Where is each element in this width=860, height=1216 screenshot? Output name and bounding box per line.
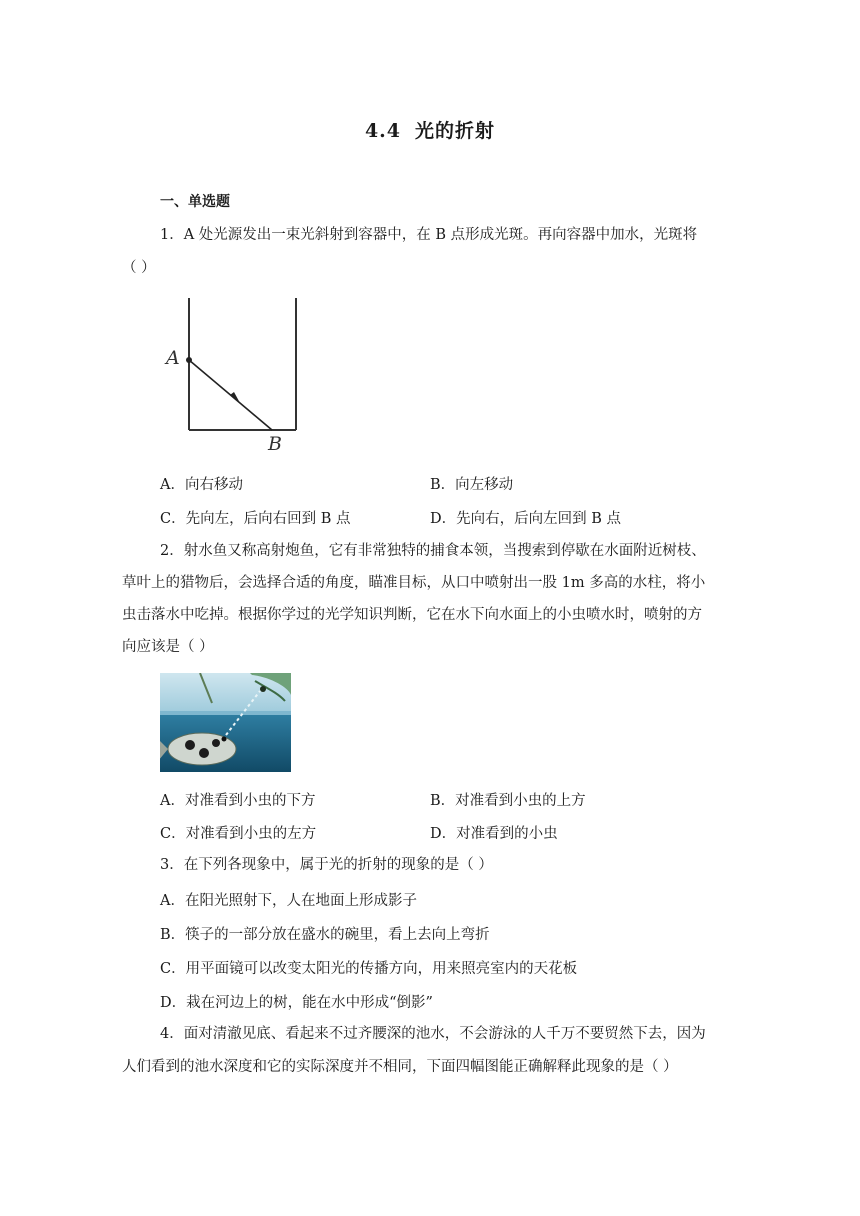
q2-option-b[interactable]: B．对准看到小虫的上方	[430, 793, 586, 809]
section-heading: 一、单选题	[160, 194, 230, 210]
q1-line1: 1．A 处光源发出一束光斜射到容器中，在 B 点形成光斑。再向容器中加水，光斑将	[160, 227, 698, 243]
q2-line3: 虫击落水中吃掉。根据你学过的光学知识判断，它在水下向水面上的小虫喷水时，喷射的方	[122, 607, 702, 623]
q3-option-b[interactable]: B．筷子的一部分放在盛水的碗里，看上去向上弯折	[160, 927, 490, 943]
q1-label-a: A	[166, 347, 180, 369]
q2-line4: 向应该是（ ）	[122, 639, 214, 655]
q2-line1: 2．射水鱼又称高射炮鱼，它有非常独特的捕食本领，当搜索到停歇在水面附近树枝、	[160, 543, 706, 559]
q1-option-c[interactable]: C．先向左，后向右回到 B 点	[160, 511, 351, 527]
page-title	[0, 116, 860, 143]
q3-option-a[interactable]: A．在阳光照射下，人在地面上形成影子	[160, 893, 417, 909]
q3-option-c[interactable]: C．用平面镜可以改变太阳光的传播方向，用来照亮室内的天花板	[160, 961, 578, 977]
q3-line1: 3．在下列各现象中，属于光的折射的现象的是（ ）	[160, 857, 493, 873]
q1-container-diagram	[160, 294, 310, 459]
q1-option-a[interactable]: A．向右移动	[160, 477, 243, 493]
q1-line2: （ ）	[122, 260, 156, 276]
q2-option-c[interactable]: C．对准看到小虫的左方	[160, 826, 317, 842]
q2-option-d[interactable]: D．对准看到的小虫	[430, 826, 558, 842]
q1-label-b: B	[268, 433, 282, 455]
q1-option-d[interactable]: D．先向右，后向左回到 B 点	[430, 511, 621, 527]
archerfish-photo	[160, 673, 291, 772]
q2-option-a[interactable]: A．对准看到小虫的下方	[160, 793, 316, 809]
q2-line2: 草叶上的猎物后，会选择合适的角度，瞄准目标，从口中喷射出一股 1m 多高的水柱，将小	[122, 575, 706, 591]
q4-line2: 人们看到的池水深度和它的实际深度并不相同，下面四幅图能正确解释此现象的是（ ）	[122, 1059, 678, 1075]
q4-line1: 4．面对清澈见底、看起来不过齐腰深的池水，不会游泳的人千万不要贸然下去，因为	[160, 1026, 706, 1042]
title-text: 光的折射	[415, 120, 496, 142]
title-number: 4.4	[364, 120, 402, 142]
q1-option-b[interactable]: B．向左移动	[430, 477, 514, 493]
q3-option-d[interactable]: D．栽在河边上的树，能在水中形成“倒影”	[160, 995, 433, 1011]
